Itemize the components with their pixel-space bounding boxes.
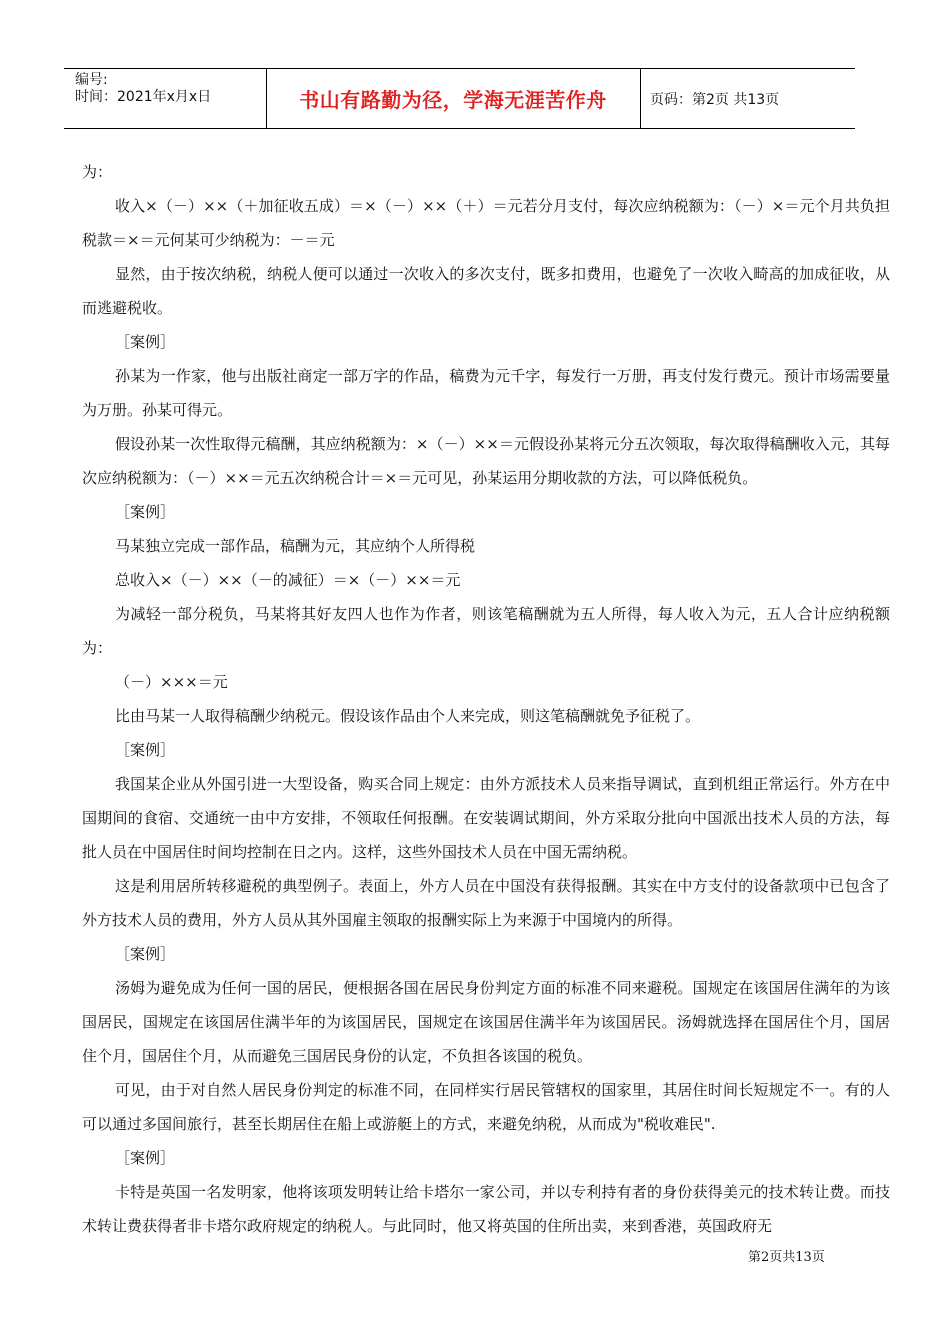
- header-motto: 书山有路勤为径，学海无涯苦作舟: [299, 88, 607, 112]
- document-body: [82, 155, 890, 1243]
- header-divider-right: [640, 68, 641, 129]
- paragraph: ［案例］: [115, 1149, 176, 1167]
- paragraph: 汤姆为避免成为任何一国的居民，便根据各国在居民身份判定方面的标准不同来避税。国规定在该国居住满年的为该国居民，国规定在该国居住满半年的为该国居民，国规定在该国居住满半年为该国居民。汤姆就选择在国居住个月，国居住个月，国居住个月，从而避免三国居民身份的认定，不负担各该国的税负。: [82, 979, 890, 1065]
- paragraph: 显然，由于按次纳税，纳税人便可以通过一次收入的多次支付，既多扣费用，也避免了一次收入畸高的加成征收，从而逃避税收。: [82, 265, 890, 317]
- paragraph: 总收入×（－）××（－的减征）＝×（－）××＝元: [115, 571, 461, 589]
- paragraph: 马某独立完成一部作品，稿酬为元，其应纳个人所得税: [115, 537, 476, 555]
- paragraph: 可见，由于对自然人居民身份判定的标准不同，在同样实行居民管辖权的国家里，其居住时间长短规定不一。有的人可以通过多国间旅行，甚至长期居住在船上或游艇上的方式，来避免纳税，从而成为"税收难民".: [82, 1081, 890, 1133]
- document-number-label: 编号:: [75, 72, 108, 88]
- paragraph: 这是利用居所转移避税的典型例子。表面上，外方人员在中国没有获得报酬。其实在中方支付的设备款项中已包含了外方技术人员的费用，外方人员从其外国雇主领取的报酬实际上为来源于中国境内的所得。: [82, 877, 890, 929]
- paragraph: 为：: [82, 163, 113, 181]
- paragraph: 卡特是英国一名发明家，他将该项发明转让给卡塔尔一家公司，并以专利持有者的身份获得美元的技术转让费。而技术转让费获得者非卡塔尔政府规定的纳税人。与此同时，他又将英国的住所出卖，来到香港，英国政府无: [82, 1183, 890, 1235]
- paragraph: 孙某为一作家，他与出版社商定一部万字的作品，稿费为元千字，每发行一万册，再支付发行费元。预计市场需要量为万册。孙某可得元。: [82, 367, 890, 419]
- paragraph: 为减轻一部分税负，马某将其好友四人也作为作者，则该笔稿酬就为五人所得，每人收入为元，五人合计应纳税额为：: [82, 605, 890, 657]
- paragraph: （－）×××＝元: [115, 673, 228, 691]
- header-meta: [75, 72, 211, 106]
- paragraph: 我国某企业从外国引进一大型设备，购买合同上规定：由外方派技术人员来指导调试，直到机组正常运行。外方在中国期间的食宿、交通统一由中方安排，不领取任何报酬。在安装调试期间，外方采取分批向中国派出技术人员的方法，每批人员在中国居住时间均控制在日之内。这样，这些外国技术人员在中国无需纳税。: [82, 775, 890, 861]
- paragraph: ［案例］: [115, 945, 176, 963]
- paragraph: ［案例］: [115, 503, 176, 521]
- paragraph: ［案例］: [115, 741, 176, 759]
- document-time-label: 时间：2021年x月x日: [75, 89, 212, 105]
- footer-page-number: 第2页共13页: [748, 1250, 825, 1265]
- header-page-number: 页码：第2页 共13页: [650, 91, 780, 108]
- paragraph: 收入×（－）××（＋加征收五成）＝×（－）××（＋）＝元若分月支付，每次应纳税额为：（－）×＝元个月共负担税款＝×＝元何某可少纳税为：－＝元: [82, 197, 890, 249]
- paragraph: 假设孙某一次性取得元稿酬，其应纳税额为：×（－）××＝元假设孙某将元分五次领取，每次取得稿酬收入元，其每次应纳税额为：（－）××＝元五次纳税合计＝×＝元可见，孙某运用分期收款的方法，可以降低税负。: [82, 435, 890, 487]
- paragraph: ［案例］: [115, 333, 176, 351]
- paragraph: 比由马某一人取得稿酬少纳税元。假设该作品由个人来完成，则这笔稿酬就免予征税了。: [115, 707, 701, 725]
